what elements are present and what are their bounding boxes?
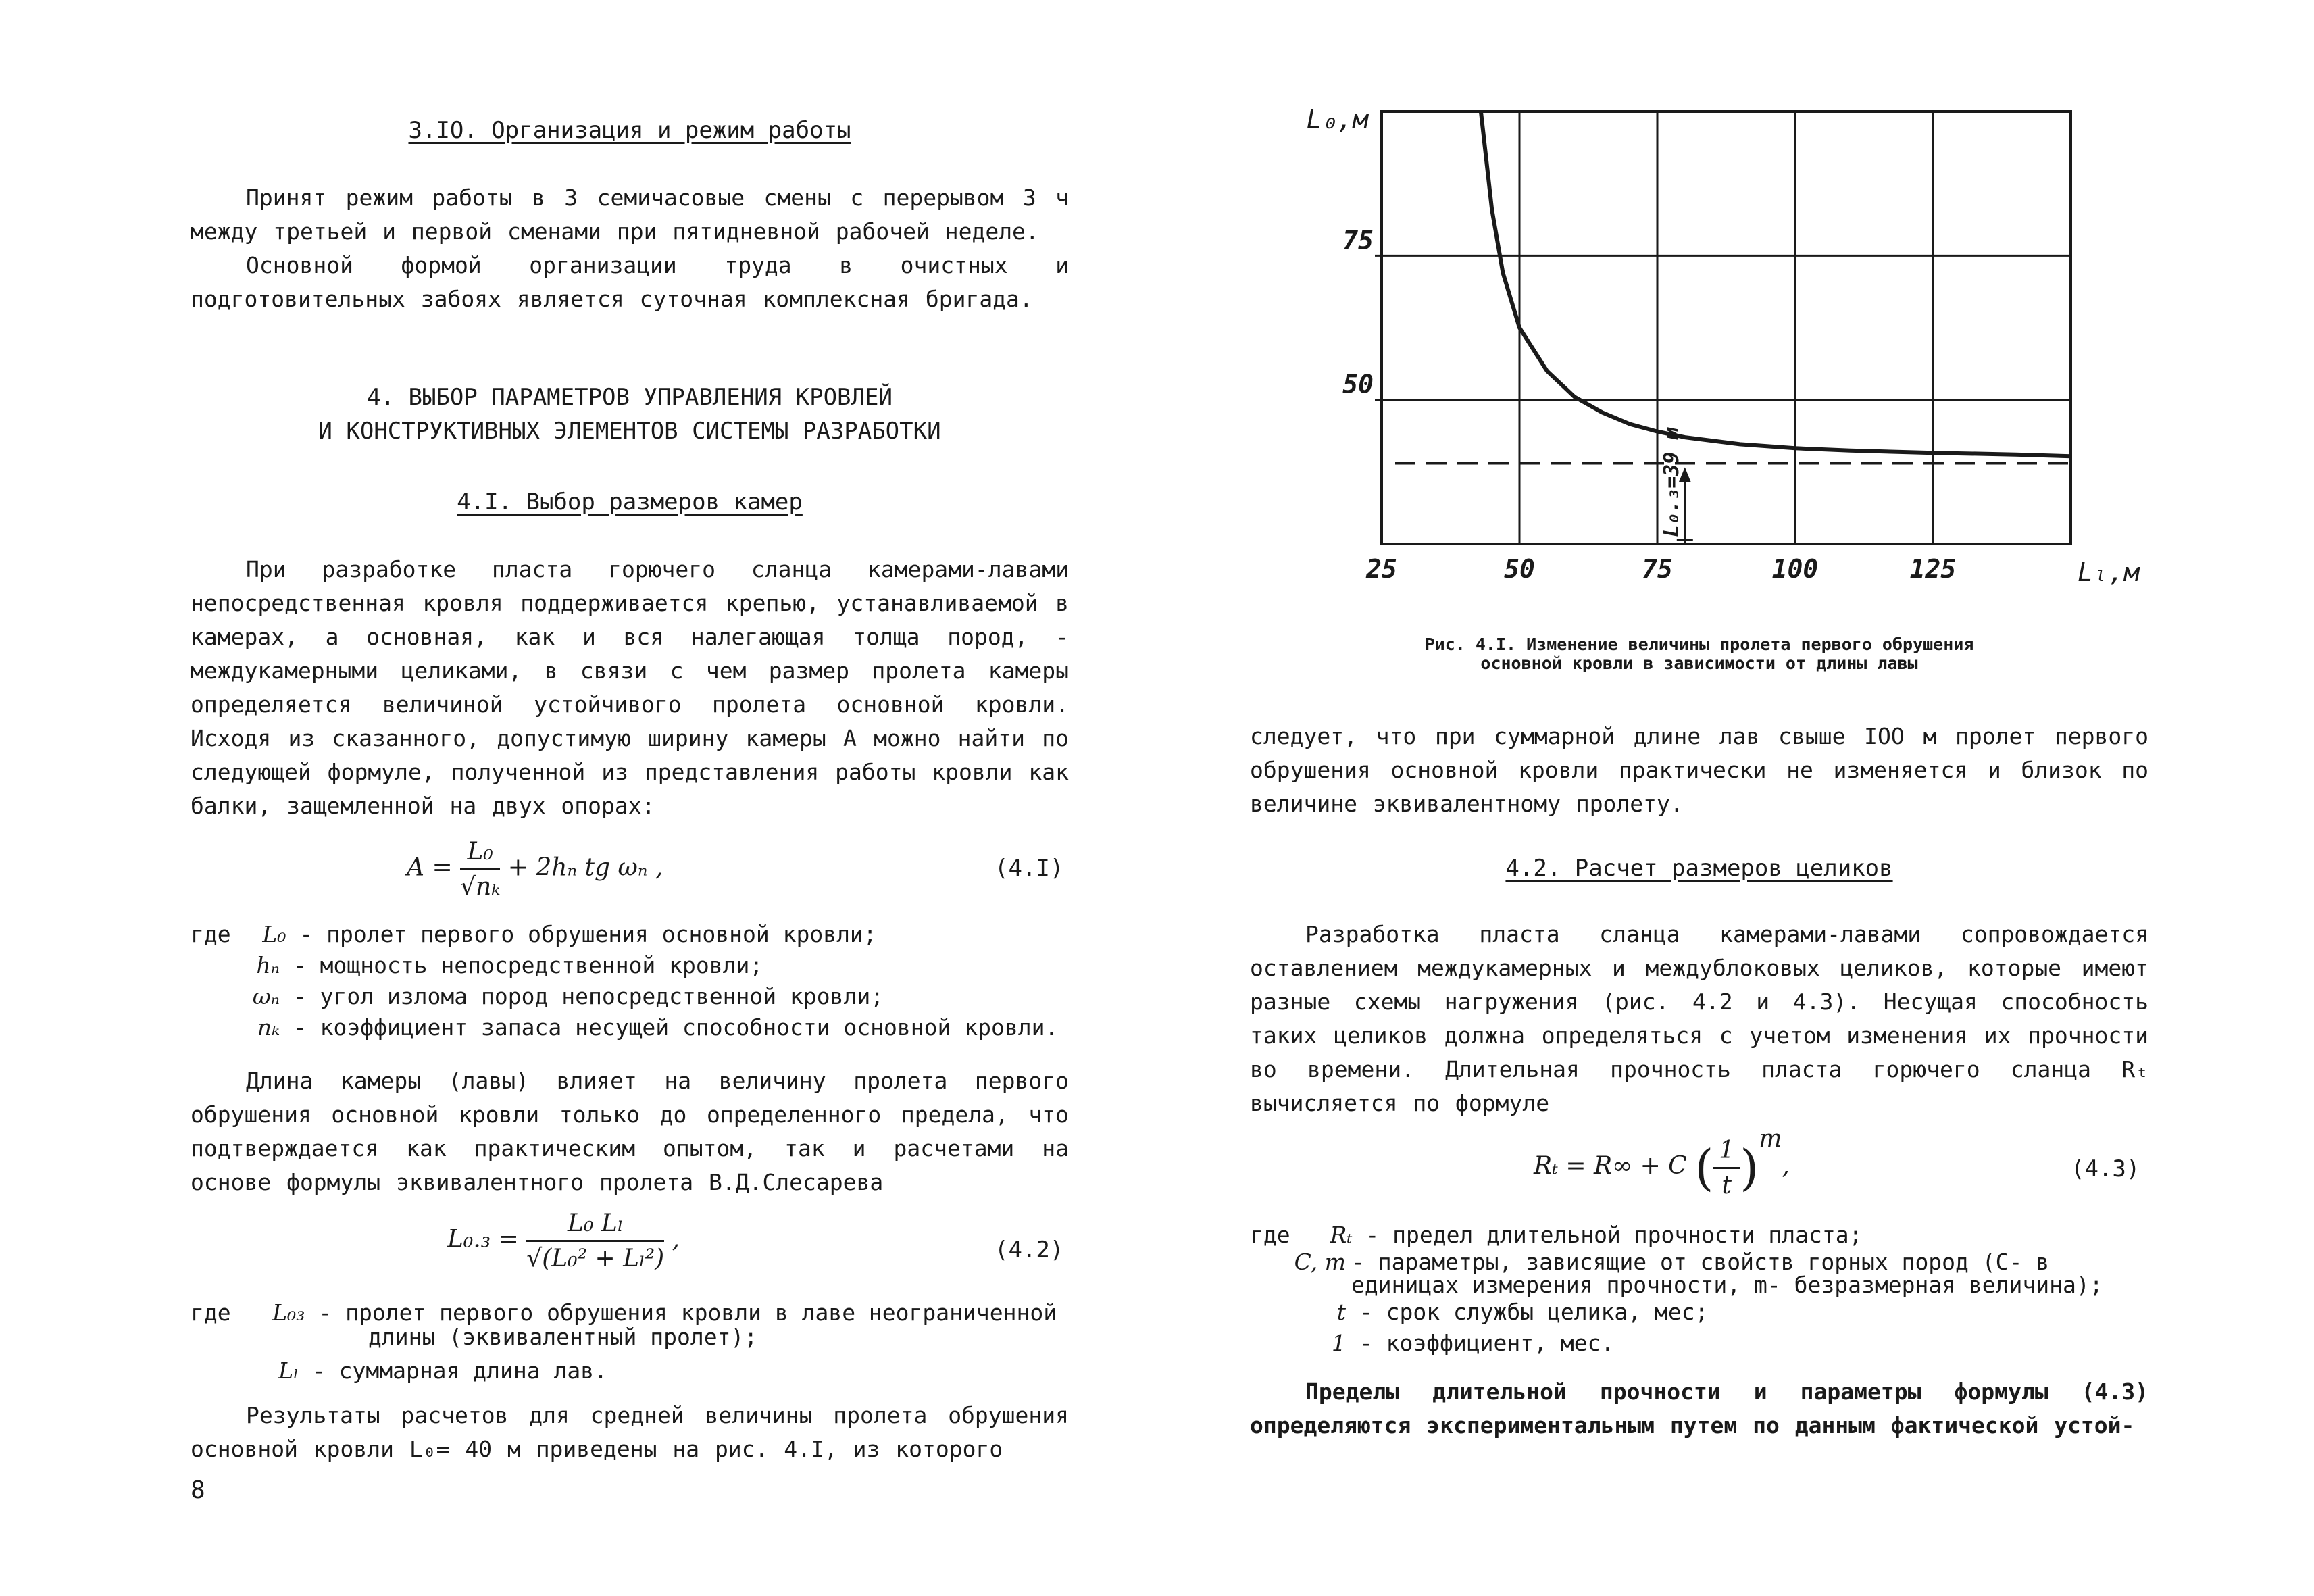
def-symbol-hn: hₙ	[256, 952, 280, 978]
x-tick-label-100: 100	[1771, 554, 1819, 584]
equation-number-4-3: (4.3)	[2071, 1155, 2140, 1182]
paragraph-work-mode: Принят режим работы в 3 семичасовые смены с перерывом 3 ч между третьей и первой сменами при пятидневной рабочей неделе.	[191, 184, 1069, 245]
def-text-nk: - коэффициент запаса несущей способности основной кровли.	[293, 1014, 1059, 1041]
paragraph-results: Результаты расчетов для средней величины пролета обрушения основной кровли L₀= 40 м приведены на рис. 4.I, из которого	[191, 1402, 1069, 1462]
def-symbol-nk: nₖ	[257, 1014, 280, 1041]
def-text-t: - срок службы целика, мес;	[1359, 1299, 1709, 1325]
y-tick-label-75: 75	[1342, 225, 1374, 255]
formula-4-2	[447, 1210, 680, 1272]
formula-4-3-exponent: m	[1759, 1125, 1782, 1153]
paragraph-labor-organization: Основной формой организации труда в очистных и подготовительных забоях является суточная комплексная бригада.	[191, 252, 1069, 312]
where-label-1: где	[191, 921, 231, 947]
x-tick-label-75: 75	[1642, 554, 1673, 584]
equation-number-4-1: (4.I)	[995, 855, 1064, 882]
figure-caption-line2: основной кровли в зависимости от длины лавы	[1480, 653, 1918, 673]
section-3-10-title-text: 3.IO. Организация и режим работы	[408, 117, 851, 144]
paragraph-pillars: Разработка пласта сланца камерами-лавами сопровождается оставлением междукамерных и междублоковых целиков, которые имеют разные схемы нагружения (рис. 4.2 и 4.3). Несущая способность таких целиков должна определяться с учетом изменения их прочности во времени. Длительная прочность пласта горючего сланца Rₜ вычисляется по формуле	[1250, 921, 2148, 1116]
y-tick-label-50: 50	[1342, 369, 1374, 399]
x-axis-label: Lₗ,м	[2078, 557, 2140, 587]
definitions-4-3	[1250, 1220, 2148, 1359]
formula-4-3-lhs: Rₜ = R∞ + C	[1534, 1152, 1687, 1180]
paragraph-chamber-width: При разработке пласта горючего сланца камерами-лавами непосредственная кровля поддерживается крепью, устанавливаемой в камерах, а основная, как и вся налегающая толща пород, - междукамерными целиками, в связи с чем размер пролета камеры определяется величиной устойчивого пролета основной кровли. Исходя из сказанного, допустимую ширину камеры А можно найти по следующей формуле, полученной из представления работы кровли как балки, защемленной на двух опорах:	[191, 556, 1069, 819]
formula-4-3-denominator: t	[1721, 1171, 1732, 1199]
formula-4-1-lhs: A =	[407, 853, 453, 882]
def-text-wn: - угол излома пород непосредственной кровли;	[293, 983, 884, 1009]
formula-4-1-rest: + 2hₙ tg ωₙ ,	[507, 853, 663, 882]
x-tick-label-125: 125	[1909, 554, 1957, 584]
where-label-3: где	[1250, 1222, 1290, 1248]
section-4-1-title-text: 4.I. Выбор размеров камер	[457, 489, 803, 516]
section-4-title-line1: 4. ВЫБОР ПАРАМЕТРОВ УПРАВЛЕНИЯ КРОВЛЕЙ	[367, 384, 892, 411]
def-text-L03-line2: длины (эквивалентный пролет);	[368, 1324, 758, 1350]
def-text-Ll: - суммарная длина лав.	[311, 1357, 607, 1384]
equation-number-4-2: (4.2)	[995, 1237, 1064, 1264]
x-tick-label-50: 50	[1504, 554, 1535, 584]
section-4-1-title	[191, 485, 1069, 519]
formula-4-1-denominator: √nₖ	[460, 873, 501, 901]
definitions-4-1	[191, 919, 1058, 1043]
def-symbol-L0: L₀	[262, 921, 286, 947]
formula-4-3-numerator: 1	[1713, 1137, 1740, 1169]
section-3-10-title	[191, 114, 1069, 147]
def-text-1: - коэффициент, мес.	[1359, 1330, 1615, 1356]
x-tick-label-25: 25	[1366, 554, 1397, 584]
formula-4-3-fraction	[1713, 1137, 1740, 1199]
paragraph-chamber-length: Длина камеры (лавы) влияет на величину пролета первого обрушения основной кровли только до определенного предела, что подтверждается как практическим опытом, так и расчетами на основе формулы эквивалентного пролета В.Д.Слесарева	[191, 1068, 1069, 1195]
definitions-4-2	[191, 1301, 1057, 1383]
def-symbol-L03: L₀₃	[272, 1299, 305, 1326]
def-symbol-wn: ωₙ	[252, 983, 280, 1009]
def-symbol-C-m: C, m	[1294, 1249, 1346, 1275]
annotation-label: L₀.₃=39 м	[1659, 427, 1684, 537]
def-symbol-1: 1	[1332, 1330, 1346, 1356]
def-symbol-Ll: Lₗ	[278, 1357, 299, 1384]
section-4-2-title-text: 4.2. Расчет размеров целиков	[1505, 855, 1893, 882]
formula-4-1-fraction	[460, 838, 500, 901]
series-line-span-curve	[1481, 111, 2071, 456]
figure-caption	[1250, 635, 2148, 673]
formula-4-2-denominator: √(L₀² + Lₗ²)	[526, 1245, 665, 1272]
page-number: 8	[191, 1476, 205, 1504]
where-label-2: где	[191, 1299, 231, 1326]
formula-4-3: Rₜ = R∞ + C ( $\frac{1}{t}$ )$^m$,	[1534, 1125, 1790, 1199]
formula-4-2-comma: ,	[672, 1225, 680, 1253]
formula-4-1-numerator: L₀	[460, 838, 500, 870]
def-text-C-m: - параметры, зависящие от свойств горных пород (C- в единицах измерения прочности, m- безразмерная величина);	[1351, 1249, 2103, 1298]
paragraph-conclusion: следует, что при суммарной длине лав свыше IOO м пролет первого обрушения основной кровли практически не изменяется и близок по величине эквивалентному пролету.	[1250, 723, 2148, 817]
formula-4-2-numerator: L₀ Lₗ	[526, 1210, 664, 1242]
def-text-L0: - пролет первого обрушения основной кровли;	[299, 921, 877, 947]
formula-4-2-lhs: L₀.₃ =	[447, 1225, 519, 1253]
figure-caption-line1: Рис. 4.I. Изменение величины пролета первого обрушения	[1424, 634, 1974, 654]
y-axis-label: L₀,м	[1306, 105, 1368, 134]
def-text-hn: - мощность непосредственной кровли;	[293, 952, 763, 978]
section-4-title-line2: И КОНСТРУКТИВНЫХ ЭЛЕМЕНТОВ СИСТЕМЫ РАЗРАБОТКИ	[318, 418, 941, 445]
chart-span-vs-length	[1284, 81, 2162, 595]
chart-frame	[1382, 111, 2071, 544]
formula-4-2-fraction	[526, 1210, 664, 1272]
def-symbol-t: t	[1336, 1299, 1346, 1325]
def-text-L03-line1: - пролет первого обрушения кровли в лаве неограниченной	[318, 1299, 1057, 1326]
def-symbol-Rt: Rₜ	[1330, 1222, 1353, 1248]
section-4-2-title	[1250, 851, 2148, 885]
formula-4-1	[407, 838, 663, 901]
def-text-Rt: - предел длительной прочности пласта;	[1365, 1222, 1863, 1248]
paragraph-limits: Пределы длительной прочности и параметры формулы (4.3) определяются экспериментальным путем по данным фактической устой-	[1250, 1378, 2148, 1439]
